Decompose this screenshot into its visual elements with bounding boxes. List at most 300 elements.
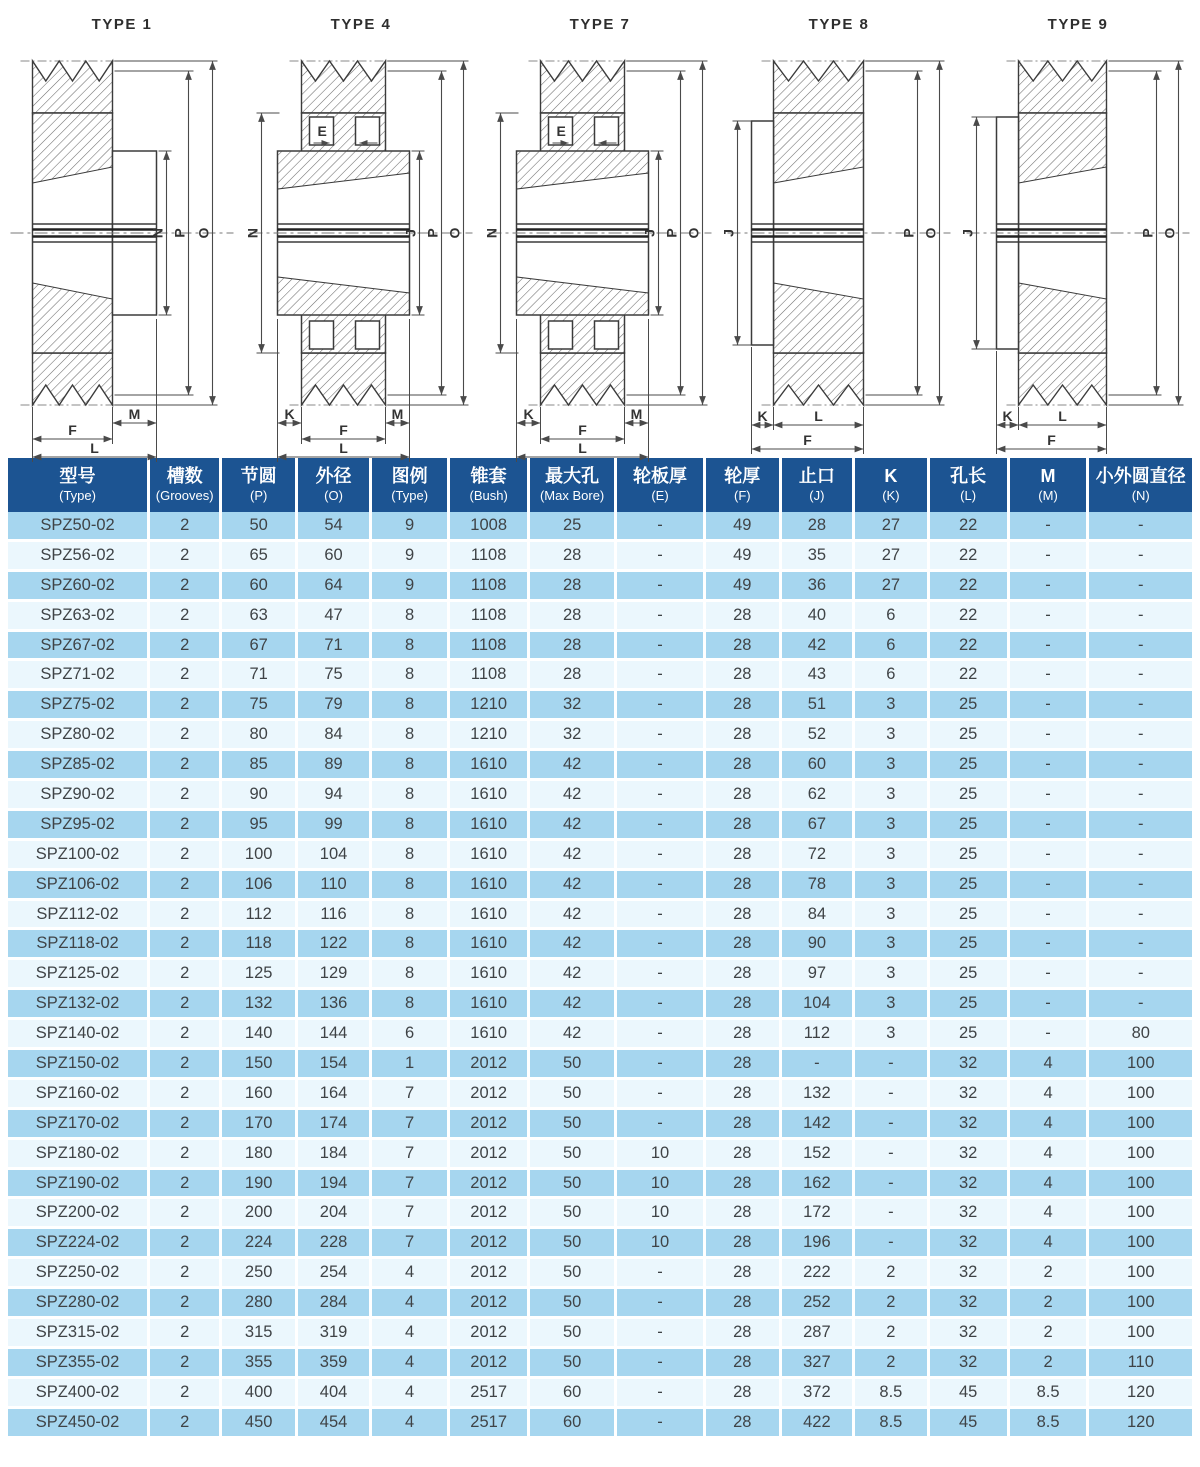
table-cell: 2 — [150, 901, 222, 931]
table-cell: 7 — [372, 1170, 450, 1200]
table-cell: - — [617, 930, 706, 960]
svg-text:N: N — [149, 227, 166, 239]
table-cell: - — [1089, 691, 1192, 721]
table-cell: 315 — [222, 1319, 298, 1349]
table-cell: SPZ140-02 — [8, 1020, 150, 1050]
table-cell: 80 — [1089, 1020, 1192, 1050]
table-cell: 2 — [150, 542, 222, 572]
table-cell: SPZ450-02 — [8, 1409, 150, 1439]
table-cell: SPZ190-02 — [8, 1170, 150, 1200]
table-cell: 50 — [530, 1140, 617, 1170]
table-cell: 100 — [1089, 1050, 1192, 1080]
table-cell: SPZ85-02 — [8, 751, 150, 781]
table-cell: - — [617, 1050, 706, 1080]
table-cell: 94 — [298, 781, 372, 811]
column-header-en: (P) — [250, 488, 268, 503]
table-cell: 28 — [706, 1199, 782, 1229]
table-cell: 25 — [930, 841, 1010, 871]
svg-text:O: O — [922, 227, 939, 239]
column-header-zh: 轮板厚 — [633, 466, 688, 486]
table-cell: 2012 — [450, 1229, 530, 1259]
table-cell: 28 — [706, 661, 782, 691]
table-cell: 1210 — [450, 691, 530, 721]
table-cell: 2 — [150, 751, 222, 781]
table-cell: 1108 — [450, 632, 530, 662]
table-cell: 132 — [782, 1080, 855, 1110]
table-cell: 28 — [706, 1080, 782, 1110]
table-cell: 78 — [782, 871, 855, 901]
table-cell: 327 — [782, 1349, 855, 1379]
table-cell: 118 — [222, 930, 298, 960]
table-cell: SPZ56-02 — [8, 542, 150, 572]
table-cell: - — [617, 1319, 706, 1349]
pulley-drawing — [4, 33, 240, 465]
table-cell: - — [1089, 811, 1192, 841]
svg-text:L: L — [578, 440, 587, 456]
column-header-zh: 轮厚 — [724, 466, 761, 486]
column-header-en: (O) — [324, 488, 343, 503]
table-cell: SPZ80-02 — [8, 721, 150, 751]
table-cell: - — [1010, 602, 1090, 632]
table-cell: 45 — [930, 1379, 1010, 1409]
table-row — [8, 512, 1192, 542]
table-cell: 204 — [298, 1199, 372, 1229]
table-cell: 42 — [530, 751, 617, 781]
table-cell: 25 — [930, 960, 1010, 990]
table-cell: 50 — [530, 1259, 617, 1289]
table-cell: SPZ71-02 — [8, 661, 150, 691]
table-cell: 2 — [150, 512, 222, 542]
table-row — [8, 960, 1192, 990]
table-row — [8, 930, 1192, 960]
table-cell: 28 — [706, 1319, 782, 1349]
table-cell: SPZ400-02 — [8, 1379, 150, 1409]
table-cell: 254 — [298, 1259, 372, 1289]
table-cell: 4 — [1010, 1229, 1090, 1259]
svg-text:K: K — [523, 406, 534, 422]
table-cell: 50 — [222, 512, 298, 542]
table-cell: 4 — [1010, 1080, 1090, 1110]
table-cell: 7 — [372, 1080, 450, 1110]
diagram-title: TYPE 8 — [808, 16, 870, 33]
table-cell: 132 — [222, 990, 298, 1020]
table-cell: - — [617, 661, 706, 691]
table-cell: 3 — [855, 930, 930, 960]
table-cell: 1610 — [450, 930, 530, 960]
table-cell: 2 — [150, 661, 222, 691]
column-header-en: (E) — [651, 488, 669, 503]
table-cell: 25 — [930, 691, 1010, 721]
diagram-title: TYPE 9 — [1047, 16, 1109, 33]
table-cell: - — [1089, 632, 1192, 662]
table-cell: 50 — [530, 1170, 617, 1200]
table-row — [8, 691, 1192, 721]
table-cell: 450 — [222, 1409, 298, 1439]
table-cell: - — [1010, 901, 1090, 931]
table-cell: SPZ75-02 — [8, 691, 150, 721]
table-cell: 3 — [855, 751, 930, 781]
table-cell: 32 — [930, 1080, 1010, 1110]
table-cell: 104 — [782, 990, 855, 1020]
table-cell: 2 — [150, 1229, 222, 1259]
table-cell: 51 — [782, 691, 855, 721]
table-cell: 62 — [782, 781, 855, 811]
table-row — [8, 841, 1192, 871]
table-cell: 10 — [617, 1199, 706, 1229]
svg-text:M: M — [128, 406, 141, 422]
pulley-diagram-type1 — [4, 10, 240, 458]
svg-text:N: N — [483, 227, 500, 239]
table-cell: 28 — [706, 1379, 782, 1409]
table-cell: 100 — [1089, 1170, 1192, 1200]
table-cell: 10 — [617, 1229, 706, 1259]
table-cell: 64 — [298, 572, 372, 602]
table-cell: 71 — [222, 661, 298, 691]
table-cell: 42 — [530, 841, 617, 871]
spz-pulley-spec-table — [8, 458, 1192, 1439]
table-cell: 28 — [530, 572, 617, 602]
table-cell: 8 — [372, 871, 450, 901]
table-cell: 1008 — [450, 512, 530, 542]
table-cell: - — [1010, 512, 1090, 542]
svg-text:F: F — [68, 422, 77, 438]
column-header-en: (F) — [734, 488, 751, 503]
table-cell: 2012 — [450, 1110, 530, 1140]
table-row — [8, 1259, 1192, 1289]
table-cell: 280 — [222, 1289, 298, 1319]
table-cell: 125 — [222, 960, 298, 990]
table-cell: 110 — [298, 871, 372, 901]
table-cell: 6 — [372, 1020, 450, 1050]
table-cell: 36 — [782, 572, 855, 602]
table-cell: - — [1089, 661, 1192, 691]
column-header-en: (J) — [809, 488, 825, 503]
table-cell: 2012 — [450, 1050, 530, 1080]
table-cell: 80 — [222, 721, 298, 751]
table-cell: 372 — [782, 1379, 855, 1409]
table-cell: 2 — [150, 1050, 222, 1080]
column-header-en: (K) — [882, 488, 900, 503]
table-cell: 28 — [706, 871, 782, 901]
table-cell: - — [1089, 781, 1192, 811]
table-cell: 7 — [372, 1140, 450, 1170]
table-cell: 72 — [782, 841, 855, 871]
table-cell: 162 — [782, 1170, 855, 1200]
table-cell: 85 — [222, 751, 298, 781]
table-cell: 3 — [855, 841, 930, 871]
table-cell: 60 — [530, 1379, 617, 1409]
table-cell: 28 — [706, 1110, 782, 1140]
table-cell: - — [1089, 542, 1192, 572]
table-cell: 84 — [782, 901, 855, 931]
table-cell: 8 — [372, 602, 450, 632]
svg-text:L: L — [814, 408, 823, 424]
pulley-diagram-type9 — [960, 10, 1196, 458]
svg-text:N: N — [244, 227, 261, 239]
column-header-zh: K — [884, 466, 898, 486]
table-cell: 287 — [782, 1319, 855, 1349]
table-cell: 8.5 — [855, 1409, 930, 1439]
table-cell: 1 — [372, 1050, 450, 1080]
column-header-zh: 止口 — [798, 466, 835, 486]
table-cell: - — [1010, 930, 1090, 960]
table-cell: 89 — [298, 751, 372, 781]
table-cell: 32 — [930, 1050, 1010, 1080]
table-cell: 49 — [706, 572, 782, 602]
table-cell: 1610 — [450, 871, 530, 901]
table-cell: 3 — [855, 781, 930, 811]
table-cell: 50 — [530, 1289, 617, 1319]
table-cell: 2012 — [450, 1080, 530, 1110]
table-cell: 2 — [150, 1349, 222, 1379]
table-cell: 32 — [930, 1349, 1010, 1379]
table-cell: 32 — [930, 1229, 1010, 1259]
table-cell: 90 — [782, 930, 855, 960]
table-cell: 50 — [530, 1050, 617, 1080]
table-cell: 28 — [530, 661, 617, 691]
table-row — [8, 1319, 1192, 1349]
table-cell: SPZ125-02 — [8, 960, 150, 990]
table-cell: 4 — [1010, 1170, 1090, 1200]
table-cell: 42 — [530, 930, 617, 960]
svg-text:O: O — [1161, 227, 1178, 239]
table-cell: 50 — [530, 1319, 617, 1349]
table-cell: SPZ355-02 — [8, 1349, 150, 1379]
pulley-diagram-type4 — [243, 10, 479, 458]
table-cell: 224 — [222, 1229, 298, 1259]
table-cell: - — [617, 602, 706, 632]
table-cell: - — [617, 1259, 706, 1289]
pulley-diagram-type8 — [721, 10, 957, 458]
table-cell: 2 — [150, 1319, 222, 1349]
table-cell: 2 — [150, 1379, 222, 1409]
table-cell: 67 — [782, 811, 855, 841]
table-cell: 4 — [372, 1259, 450, 1289]
table-cell: 122 — [298, 930, 372, 960]
table-cell: 2 — [150, 632, 222, 662]
table-cell: 25 — [530, 512, 617, 542]
table-cell: 28 — [706, 721, 782, 751]
table-cell: 35 — [782, 542, 855, 572]
table-cell: 2 — [150, 1289, 222, 1319]
table-cell: 1610 — [450, 990, 530, 1020]
column-header-zh: 型号 — [59, 466, 96, 486]
column-header-zh: 节圆 — [240, 466, 277, 486]
table-cell: 28 — [706, 1349, 782, 1379]
table-cell: SPZ150-02 — [8, 1050, 150, 1080]
svg-text:L: L — [90, 440, 99, 456]
table-row — [8, 871, 1192, 901]
table-cell: - — [617, 721, 706, 751]
pulley-drawing — [721, 33, 957, 465]
table-cell: 1610 — [450, 811, 530, 841]
table-cell: 27 — [855, 572, 930, 602]
table-cell: 50 — [530, 1349, 617, 1379]
table-cell: 100 — [1089, 1199, 1192, 1229]
table-cell: SPZ118-02 — [8, 930, 150, 960]
table-cell: 104 — [298, 841, 372, 871]
table-cell: 6 — [855, 661, 930, 691]
table-cell: 49 — [706, 542, 782, 572]
table-cell: 1610 — [450, 781, 530, 811]
table-cell: 4 — [1010, 1140, 1090, 1170]
table-cell: SPZ112-02 — [8, 901, 150, 931]
table-cell: 142 — [782, 1110, 855, 1140]
table-cell: - — [855, 1199, 930, 1229]
table-cell: 2012 — [450, 1319, 530, 1349]
table-cell: 2 — [150, 841, 222, 871]
table-cell: 28 — [706, 901, 782, 931]
table-row — [8, 721, 1192, 751]
table-cell: 4 — [372, 1409, 450, 1439]
table-cell: 2012 — [450, 1259, 530, 1289]
table-cell: 200 — [222, 1199, 298, 1229]
table-cell: - — [1010, 542, 1090, 572]
table-cell: 2 — [1010, 1259, 1090, 1289]
table-cell: 2 — [150, 1140, 222, 1170]
table-cell: 120 — [1089, 1409, 1192, 1439]
table-cell: 8 — [372, 901, 450, 931]
table-cell: 6 — [855, 632, 930, 662]
table-cell: 100 — [1089, 1140, 1192, 1170]
table-cell: 2 — [1010, 1349, 1090, 1379]
svg-text:O: O — [685, 227, 702, 239]
table-cell: SPZ224-02 — [8, 1229, 150, 1259]
table-cell: 60 — [298, 542, 372, 572]
svg-text:P: P — [900, 228, 917, 238]
column-header-zh: 锥套 — [470, 466, 507, 486]
table-cell: - — [617, 1020, 706, 1050]
table-cell: 32 — [930, 1259, 1010, 1289]
svg-text:K: K — [1002, 408, 1013, 424]
table-cell: 359 — [298, 1349, 372, 1379]
table-cell: 140 — [222, 1020, 298, 1050]
table-cell: 22 — [930, 512, 1010, 542]
svg-text:F: F — [803, 432, 812, 448]
table-cell: - — [1089, 721, 1192, 751]
table-cell: 28 — [706, 751, 782, 781]
table-cell: 2 — [855, 1259, 930, 1289]
table-cell: 90 — [222, 781, 298, 811]
table-cell: 28 — [706, 691, 782, 721]
table-row — [8, 1140, 1192, 1170]
table-cell: 95 — [222, 811, 298, 841]
svg-text:P: P — [171, 228, 188, 238]
table-cell: 42 — [530, 901, 617, 931]
table-cell: - — [855, 1229, 930, 1259]
table-cell: 1210 — [450, 721, 530, 751]
table-cell: 136 — [298, 990, 372, 1020]
table-cell: SPZ67-02 — [8, 632, 150, 662]
table-cell: 422 — [782, 1409, 855, 1439]
svg-text:L: L — [1058, 408, 1067, 424]
table-cell: 25 — [930, 871, 1010, 901]
table-cell: 8 — [372, 841, 450, 871]
table-cell: 75 — [222, 691, 298, 721]
column-header-zh: 小外圆直径 — [1095, 466, 1186, 486]
table-cell: 184 — [298, 1140, 372, 1170]
table-cell: - — [1010, 841, 1090, 871]
table-cell: 180 — [222, 1140, 298, 1170]
table-cell: 2 — [150, 1199, 222, 1229]
table-row — [8, 1170, 1192, 1200]
table-cell: - — [1089, 841, 1192, 871]
diagram-title: TYPE 4 — [330, 16, 392, 33]
table-cell: 50 — [530, 1110, 617, 1140]
table-cell: - — [617, 811, 706, 841]
table-cell: 2 — [150, 1110, 222, 1140]
svg-text:J: J — [641, 229, 658, 237]
table-cell: 9 — [372, 572, 450, 602]
table-cell: 8 — [372, 721, 450, 751]
table-row — [8, 1050, 1192, 1080]
table-cell: - — [1089, 901, 1192, 931]
table-cell: 10 — [617, 1170, 706, 1200]
table-row — [8, 542, 1192, 572]
table-cell: 32 — [930, 1140, 1010, 1170]
table-cell: 8 — [372, 960, 450, 990]
table-cell: 42 — [530, 871, 617, 901]
table-cell: - — [617, 1289, 706, 1319]
table-cell: 25 — [930, 930, 1010, 960]
table-cell: - — [782, 1050, 855, 1080]
table-cell: 8 — [372, 751, 450, 781]
table-cell: 144 — [298, 1020, 372, 1050]
table-cell: - — [617, 751, 706, 781]
table-cell: 4 — [372, 1349, 450, 1379]
table-cell: 28 — [530, 632, 617, 662]
table-cell: 84 — [298, 721, 372, 751]
table-cell: 7 — [372, 1110, 450, 1140]
table-cell: - — [1089, 871, 1192, 901]
table-cell: SPZ60-02 — [8, 572, 150, 602]
table-cell: 2 — [150, 691, 222, 721]
table-cell: 32 — [930, 1289, 1010, 1319]
table-cell: 4 — [372, 1319, 450, 1349]
table-cell: 28 — [706, 1140, 782, 1170]
table-cell: 100 — [222, 841, 298, 871]
table-cell: - — [617, 871, 706, 901]
column-header-en: (L) — [960, 488, 977, 503]
table-cell: 222 — [782, 1259, 855, 1289]
table-cell: 40 — [782, 602, 855, 632]
table-row — [8, 602, 1192, 632]
table-cell: 2 — [150, 572, 222, 602]
table-cell: 3 — [855, 990, 930, 1020]
table-cell: 3 — [855, 721, 930, 751]
table-cell: 2 — [150, 1259, 222, 1289]
table-cell: - — [617, 990, 706, 1020]
table-cell: 22 — [930, 542, 1010, 572]
table-cell: SPZ200-02 — [8, 1199, 150, 1229]
table-cell: 1610 — [450, 1020, 530, 1050]
table-cell: 3 — [855, 960, 930, 990]
table-cell: 27 — [855, 512, 930, 542]
table-cell: 50 — [530, 1080, 617, 1110]
table-cell: 152 — [782, 1140, 855, 1170]
table-cell: SPZ170-02 — [8, 1110, 150, 1140]
table-cell: 2 — [150, 811, 222, 841]
table-cell: 1108 — [450, 661, 530, 691]
table-cell: 10 — [617, 1140, 706, 1170]
table-cell: 28 — [782, 512, 855, 542]
svg-text:E: E — [556, 123, 566, 139]
table-cell: 100 — [1089, 1229, 1192, 1259]
table-cell: 252 — [782, 1289, 855, 1319]
table-row — [8, 1020, 1192, 1050]
svg-text:K: K — [284, 406, 295, 422]
table-cell: 32 — [530, 721, 617, 751]
